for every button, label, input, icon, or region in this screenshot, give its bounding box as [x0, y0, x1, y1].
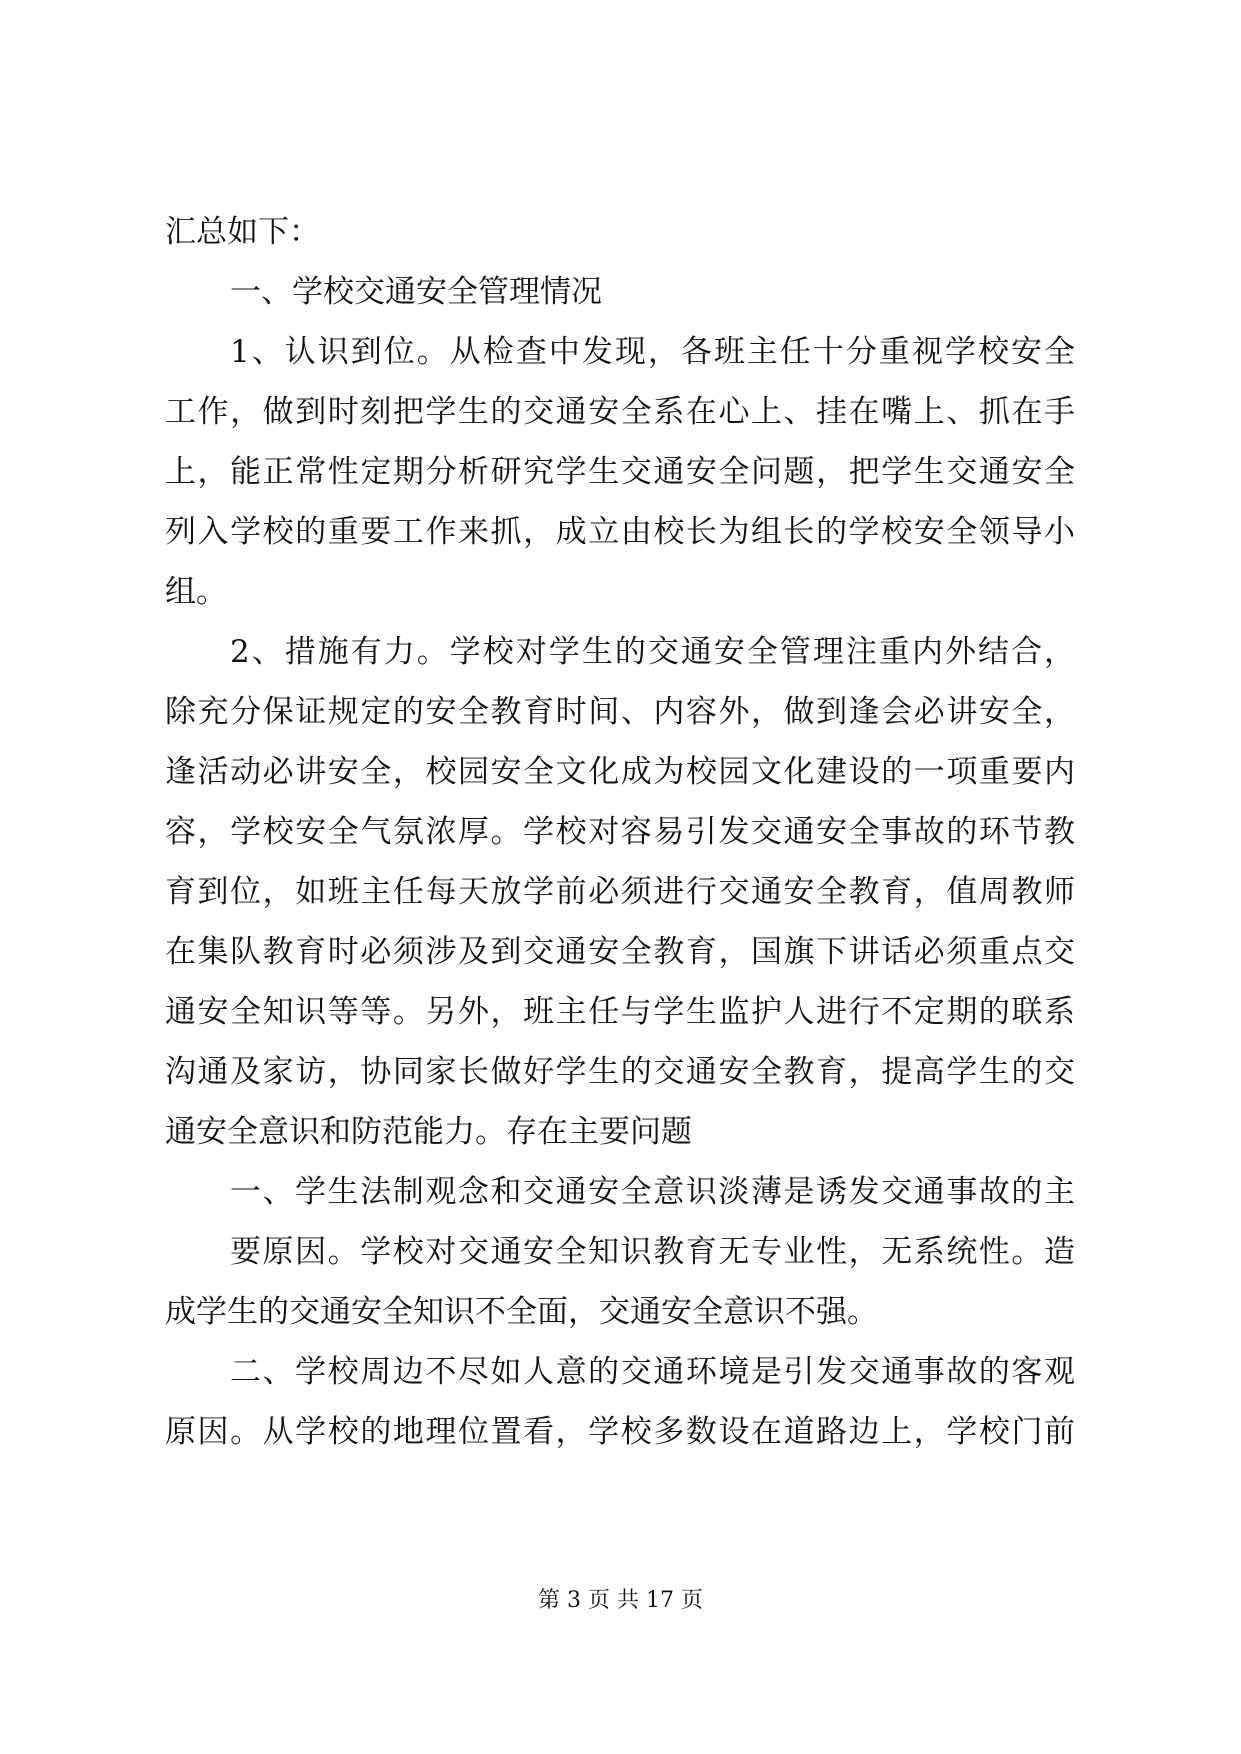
text-line: 容，学校安全气氛浓厚。学校对容易引发交通安全事故的环节教: [165, 814, 1075, 850]
text-line: 组。: [165, 574, 227, 610]
text-line: 成学生的交通安全知识不全面，交通安全意识不强。: [165, 1294, 878, 1330]
text-line: 原因。从学校的地理位置看，学校多数设在道路边上，学校门前: [165, 1414, 1075, 1450]
text-line: 上，能正常性定期分析研究学生交通安全问题，把学生交通安全: [165, 454, 1075, 490]
text-line: 通安全知识等等。另外，班主任与学生监护人进行不定期的联系: [165, 994, 1075, 1030]
text-line: 一、学生法制观念和交通安全意识淡薄是诱发交通事故的主: [230, 1174, 1075, 1210]
text-line: 2、措施有力。学校对学生的交通安全管理注重内外结合，: [230, 634, 1075, 670]
text-line: 工作，做到时刻把学生的交通安全系在心上、挂在嘴上、抓在手: [165, 394, 1075, 430]
text-line: 除充分保证规定的安全教育时间、内容外，做到逢会必讲安全，: [165, 694, 1075, 730]
text-line: 汇总如下：: [165, 214, 320, 250]
text-line: 在集队教育时必须涉及到交通安全教育，国旗下讲话必须重点交: [165, 934, 1075, 970]
text-line: 通安全意识和防范能力。存在主要问题: [165, 1114, 692, 1150]
text-line: 逢活动必讲安全，校园安全文化成为校园文化建设的一项重要内: [165, 754, 1075, 790]
text-line: 1、认识到位。从检查中发现，各班主任十分重视学校安全: [230, 334, 1075, 370]
page-number: 第 3 页 共 17 页: [538, 1588, 703, 1613]
section-heading: 一、学校交通安全管理情况: [230, 274, 602, 310]
text-line: 要原因。学校对交通安全知识教育无专业性，无系统性。造: [230, 1234, 1075, 1270]
text-line: 列入学校的重要工作来抓，成立由校长为组长的学校安全领导小: [165, 514, 1075, 550]
text-line: 育到位，如班主任每天放学前必须进行交通安全教育，值周教师: [165, 874, 1075, 910]
text-line: 沟通及家访，协同家长做好学生的交通安全教育，提高学生的交: [165, 1054, 1075, 1090]
text-line: 二、学校周边不尽如人意的交通环境是引发交通事故的客观: [230, 1354, 1075, 1390]
